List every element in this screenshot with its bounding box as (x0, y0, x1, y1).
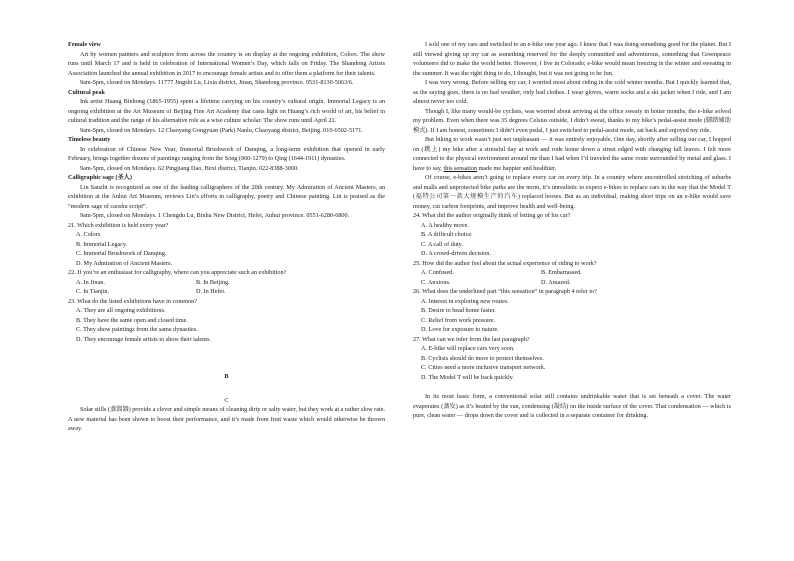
paragraph: Though I, like many would-be cyclists, was worried about arriving at the office sweaty in hotter months, the e-bike solved my problem. Even when there was 35 degrees Celsius outside, I didn’t sweat, thanks to my bike’s pedal-assist mode (脚踏辅助模式). If I am honest, sometimes I didn’t even pedal, I just switched to pedal-assist mode, sat back and enjoyed my ride. (413, 107, 731, 134)
paragraph: Of course, e-bikes aren’t going to replace every car on every trip. In a country where uncontrolled stretching of suburbs and malls and unprotected bike paths are the norm, it’s unrealistic to expect e-bikes to replace cars in the way that the Model T (福特公司第一款大规模生产的汽车) replaced horses. But as an individual, making short trips on an e-bike would save money, cut carbon footprints, and improve health and well-being. (413, 174, 731, 210)
option-22a: A. In Jinan. (76, 278, 105, 286)
option-26c: C. Relief from work pressure. (421, 316, 495, 324)
question-22: 22. If you’re an enthusiast for calligraphy, where can you appreciate such an exhibition? (68, 269, 287, 276)
option-21c: C. Immortal Brushwork of Danqing. (76, 250, 167, 257)
paragraph: I was very wrong. Before selling my car, I worried most about riding in the cold winter months. But I quickly learned that, as the saying goes, there is no bad weather, only bad clothes. I wear gloves, warm socks and a ski jacket when I ride, and I am almost never too cold. (413, 79, 731, 105)
paragraph: In its most basic form, a conventional solar still contains undrinkable water that is set beneath a cover. The water evaporates (蒸发) as it’s heated by the sun, condensing (凝结) on the inside surface of the cover. That condensation — which is pure, clean water — drops down the cover and is collected in a separate container for drinking. (413, 393, 731, 419)
option-23c: C. They show paintings from the same dynasties. (76, 326, 198, 333)
underlined-phrase: this sensation (443, 164, 478, 172)
paragraph: Ink artist Huang Binhong (1865-1955) spent a lifetime carrying on his country’s cultural origin. Immortal Legacy is an ongoing exhibition at the Art Museum of Beijing Fine Art Academy that casts light on Huang’s rich world of art, his belief in cultural tradition and the range of his alternative role as a wise culture scholar. The show runs until April 21. (68, 98, 385, 124)
option-21d: D. My Admiration of Ancient Masters. (76, 259, 173, 267)
option-26d: D. Love for exposure to nature. (421, 326, 499, 333)
paragraph: 9am-5pm, closed on Mondays. 62 Pingjiang Dao, Hexi district, Tianjin. 022-8388-3000. (80, 164, 299, 172)
option-27c: C. Cities need a more inclusive transport network. (421, 364, 546, 371)
option-25d: D. Amazed. (541, 278, 571, 286)
paragraph (413, 135, 731, 173)
right-column (413, 40, 731, 421)
option-21b: B. Immortal Legacy. (76, 240, 128, 248)
option-23a: A. They are all ongoing exhibitions. (76, 307, 166, 314)
paragraph: 9am-5pm, closed on Mondays. 11777 Jingshi Lu, Lixia district, Jinan, Shandong province. 0531-8130-5063/6. (80, 79, 354, 86)
paragraph: Lin Sanzhi is recognized as one of the leading calligraphers of the 20th century. My Admiration of Ancient Masters, an exhibition at the Anhui Art Museum, reviews Lin’s efforts in calligraphy, poetry and Chinese painting. Lin is praised as the “modern sage of caoshu script”. (68, 183, 385, 210)
section-heading-b: B (224, 373, 229, 380)
option-row (413, 278, 731, 288)
question-23: 23. What do the listed exhibitions have in common? (68, 297, 197, 305)
option-23d: D. They encourage female artists to show their talents. (76, 335, 211, 343)
option-26b: B. Desire to head home faster. (421, 307, 496, 314)
text-run: made me happier and healthier. (477, 164, 557, 172)
option-26a: A. Interest in exploring new routes. (421, 297, 509, 305)
option-25b: B. Embarrassed. (541, 269, 582, 276)
option-25c: C. Anxious. (421, 278, 451, 286)
paragraph: 9am-5pm, closed on Mondays. 12 Chaoyang Gongyuan (Park) Nanlu, Chaoyang district, Beijing. 010-6502-5171. (80, 126, 363, 134)
paragraph: In celebration of Chinese New Year, Immortal Brushwork of Danqing, a long-term exhibition that opened in early February, brings together dozens of paintings ranging from the Song (960-1279) to Qing (1644-1911) dynasties. (68, 145, 385, 162)
option-24c: C. A call of duty. (421, 240, 463, 248)
option-22b: B. In Beijing. (196, 278, 230, 286)
option-24b: B. A difficult choice. (421, 231, 473, 238)
question-25: 25. How did the author feel about the actual experience of riding to work? (413, 259, 597, 267)
paragraph: Art by women painters and sculptors from across the country is on display at the ongoing exhibition, Colors. The show runs until March 17 and is held in celebration of International Women’s Day, which falls on Friday. The Shandong Artists Association launched the annual exhibition in 2017 to encourage female artists and to offer them a platform for their talents. (68, 50, 385, 77)
text-run: But biking to work wasn’t just not unpleasant — it was entirely enjoyable. One day, shortly after selling our car, I hopped on (跳上) my bike after a stressful day at work and rode home down a street edged with changing fall leaves. I felt more connected to the physical environment around me than I had when I’d traveled the same route surrounded by metal and glass. I have to say, (413, 136, 731, 172)
paragraph: Solar stills (蒸馏器) provide a clever and simple means of cleaning dirty or salty water, but they work at a rather slow rate. A new material has been shown to boost their performance, and it’s made from fruit waste which would otherwise be thrown away. (68, 406, 385, 432)
question-26: 26. What does the underlined part “this sensation” in paragraph 4 refer to? (413, 288, 597, 295)
paragraph: 9am-5pm, closed on Mondays. 1 Chengdu Lu, Binhu New District, Hefei, Anhui province. 0551-6280-6800. (80, 212, 350, 219)
section-title-female-view: Female view (68, 41, 101, 48)
question-24: 24. What did the author originally think of letting go of his car? (413, 212, 571, 219)
section-title-calligraphic-sage: Calligraphic sage (圣人) (68, 174, 132, 181)
question-27: 27. What can we infer from the last paragraph? (413, 335, 530, 343)
section-title-timeless-beauty: Timeless beauty (68, 136, 111, 143)
option-27a: A. E-bike will replace cars very soon. (421, 345, 515, 352)
option-22d: D. In Hefei. (196, 288, 226, 295)
option-27b: B. Cyclists should do more to protect themselves. (421, 354, 544, 362)
option-row (413, 268, 731, 278)
option-25a: A. Confused. (421, 269, 454, 276)
option-22c: C. In Tianjin. (76, 288, 110, 295)
option-row (68, 287, 385, 297)
question-21: 21. Which exhibition is held every year? (68, 221, 169, 229)
paragraph: I sold one of my cars and switched to an e-bike one year ago. I knew that I was doing something good for the planet. But I still viewed giving up my car as something reserved for the deeply committed and adventurous, something that Greenpeace volunteers did to make the world better. However, I live in Colorado; e-bike would mean freezing in the winter and sweating in the summer. It was the right thing to do, I thought, but it was not going to be fun. (413, 41, 731, 77)
option-23b: B. They have the same open and closed time. (76, 316, 188, 324)
left-column (68, 40, 385, 434)
section-title-cultural-peak: Cultural peak (68, 88, 105, 96)
option-24d: D. A crowd-driven decision. (421, 250, 491, 257)
option-24a: A. A healthy move. (421, 221, 469, 229)
option-27d: D. The Model T will be back quickly. (421, 373, 514, 381)
section-heading-c: C (224, 396, 229, 404)
option-21a: A. Colors. (76, 231, 102, 238)
option-row (68, 278, 385, 288)
